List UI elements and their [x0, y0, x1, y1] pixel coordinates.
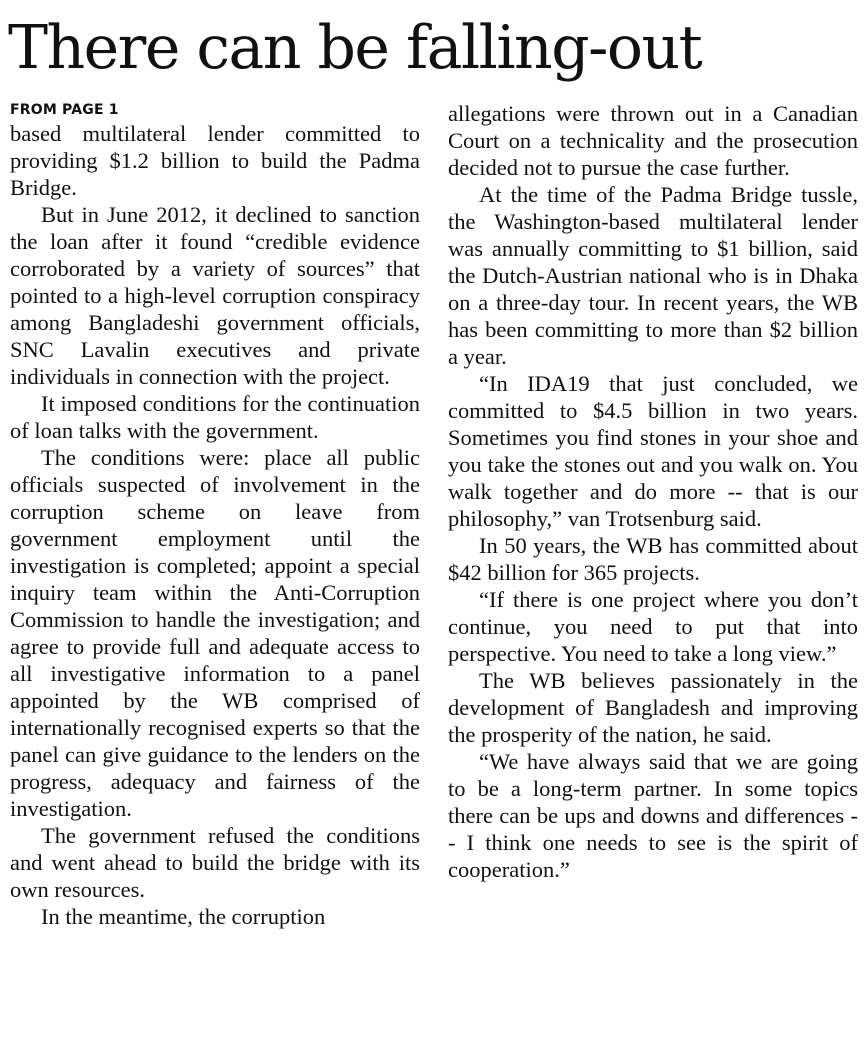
- article-column-right: [448, 100, 858, 883]
- paragraph: “If there is one project where you don’t continue, you need to put that into perspective. You need to take a long view.”: [448, 587, 858, 666]
- paragraph: In the meantime, the corruption: [41, 904, 326, 929]
- paragraph: “We have always said that we are going to be a long-term partner. In some topics there can be ups and downs and differences -- I think one needs to see is the spirit of cooperation.”: [448, 749, 858, 882]
- jump-kicker: FROM PAGE 1: [10, 102, 119, 118]
- paragraph: The government refused the conditions and went ahead to build the bridge with its own resources.: [10, 823, 420, 902]
- article-column-left: [10, 100, 420, 930]
- paragraph: It imposed conditions for the continuation of loan talks with the government.: [10, 391, 420, 443]
- headline: There can be falling-out: [8, 13, 702, 83]
- paragraph: based multilateral lender committed to providing $1.2 billion to build the Padma Bridge.: [10, 121, 420, 200]
- paragraph: allegations were thrown out in a Canadian Court on a technicality and the prosecution decided not to pursue the case further.: [448, 101, 858, 180]
- paragraph: The WB believes passionately in the development of Bangladesh and improving the prosperity of the nation, he said.: [448, 668, 858, 747]
- paragraph: At the time of the Padma Bridge tussle, the Washington-based multilateral lender was annually committing to $1 billion, said the Dutch-Austrian national who is in Dhaka on a three-day tour. In recent years, the WB has been committing to more than $2 billion a year.: [448, 182, 858, 369]
- paragraph: The conditions were: place all public officials suspected of involvement in the corruption scheme on leave from government employment until the investigation is completed; appoint a special inquiry team within the Anti-Corruption Commission to handle the investigation; and agree to provide full and adequate access to all investigative information to a panel appointed by the WB comprised of internationally recognised experts so that the panel can give guidance to the lenders on the progress, adequacy and fairness of the investigation.: [10, 445, 420, 821]
- paragraph: In 50 years, the WB has committed about $42 billion for 365 projects.: [448, 533, 858, 585]
- paragraph: “In IDA19 that just concluded, we committed to $4.5 billion in two years. Sometimes you find stones in your shoe and you take the stones out and you walk on. You walk together and do more -- that is our philosophy,” van Trotsenburg said.: [448, 371, 858, 531]
- paragraph: But in June 2012, it declined to sanction the loan after it found “credible evidence corroborated by a variety of sources” that pointed to a high-level corruption conspiracy among Bangladeshi government officials, SNC Lavalin executives and private individuals in connection with the project.: [10, 202, 420, 389]
